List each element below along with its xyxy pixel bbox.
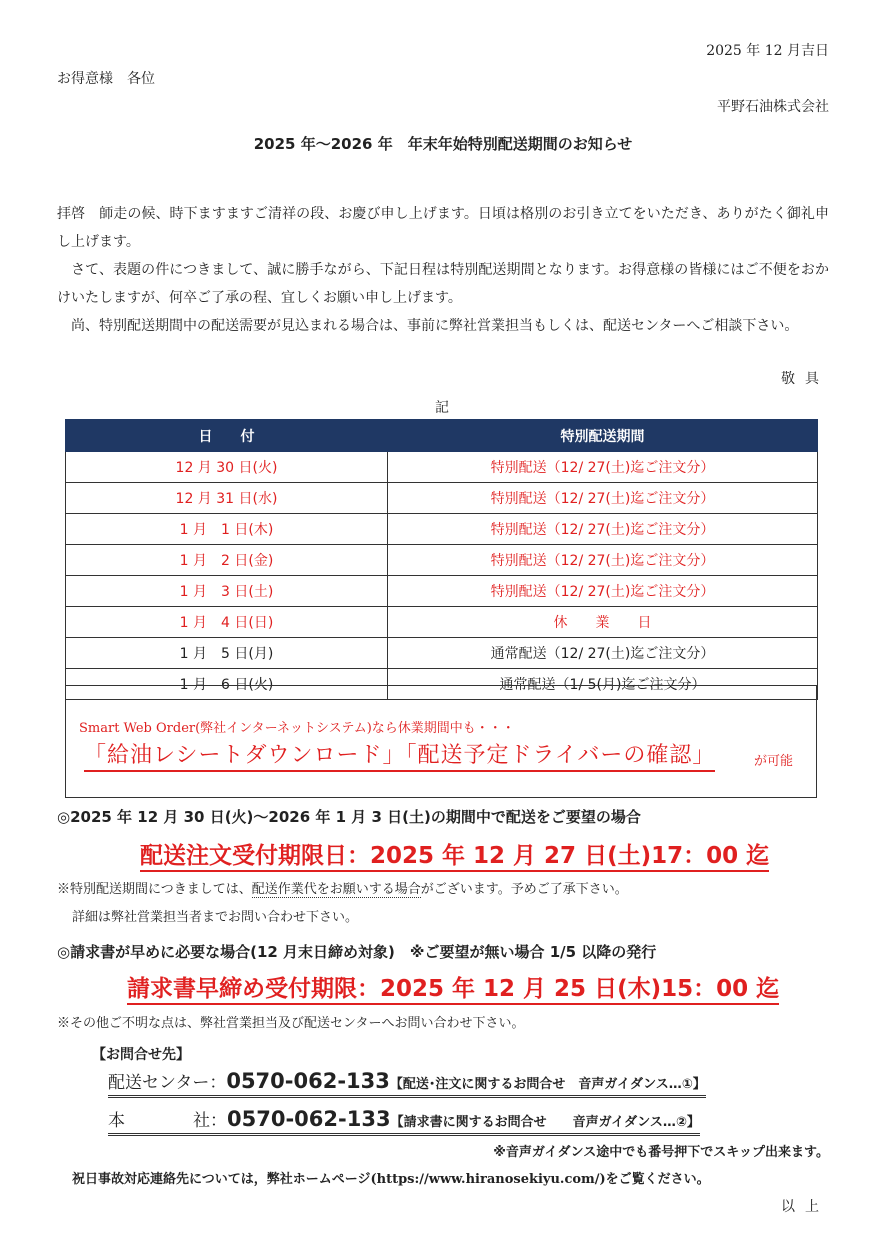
cell-date: 1 月 3 日(土) [66,576,388,607]
cell-date: 1 月 2 日(金) [66,545,388,576]
cell-period: 特別配送（12/ 27(土)迄ご注文分） [388,545,818,576]
cell-period: 特別配送（12/ 27(土)迄ご注文分） [388,514,818,545]
cell-period: 特別配送（12/ 27(土)迄ご注文分） [388,576,818,607]
greeting-paragraph: 拝啓 師走の候、時下ますますご清祥の段、お慶び申し上げます。日頃は格別のお引き立てをいただき、ありがたく御礼申し上げます。 [57,206,829,250]
issue-date: 2025 年 12 月吉日 [706,43,829,59]
column-header-date: 日 付 [66,420,388,452]
contact-label: 本 社： [108,1111,227,1131]
contact-line-headoffice [108,1106,700,1136]
cell-period: 休 業 日 [388,607,818,638]
swo-possible-label: が可能 [754,754,794,769]
consult-paragraph: 尚、特別配送期間中の配送需要が見込まれる場合は、事前に弊社営業担当もしくは、配送センターへご相談下さい。 [57,318,799,334]
contact-desc: 【配送･注文に関するお問合せ 音声ガイダンス…①】 [389,1077,706,1092]
section1-detail-note: 詳細は弊社営業担当者までお問い合わせ下さい。 [72,910,359,925]
table-row [66,607,818,638]
swo-feature-text: 「給油レシートダウンロード」「配送予定ドライバーの確認」 [84,738,715,772]
cell-date: 1 月 4 日(日) [66,607,388,638]
addressee: お得意様 各位 [57,71,155,87]
contact-line-delivery [108,1068,706,1098]
section1-heading: ◎2025 年 12 月 30 日(火)～2026 年 1 月 3 日(土)の期間中で配送をご要望の場合 [57,808,641,826]
cell-date: 1 月 1 日(木) [66,514,388,545]
column-header-period: 特別配送期間 [388,420,818,452]
section1-note [57,878,628,897]
table-row [66,576,818,607]
holiday-contact-note: 祝日事故対応連絡先については，弊社ホームページ(https://www.hiranosekiyu.com/)をご覧ください。 [72,1172,710,1187]
table-row [66,638,818,669]
delivery-order-deadline: 配送注文受付期限日：2025 年 12 月 27 日(土)17：00 迄 [140,843,769,872]
contact-phone-headoffice[interactable]: 0570-062-133 [227,1107,391,1131]
table-row [66,545,818,576]
table-header-row [66,420,818,452]
table-row [66,483,818,514]
contact-desc: 【請求書に関するお問合せ 音声ガイダンス…②】 [390,1115,700,1130]
contact-label: 配送センター： [108,1073,227,1093]
section2-heading: ◎請求書が早めに必要な場合(12 月末日締め対象) ※ご要望が無い場合 1/5 以降の発行 [57,943,657,961]
closing-word: 敬具 [781,371,829,387]
table-row [66,452,818,483]
contact-heading: 【お問合せ先】 [92,1047,190,1063]
cell-period: 通常配送（12/ 27(土)迄ご注文分） [388,638,818,669]
note1-emphasis: 配送作業代をお願いする場合 [251,882,421,897]
end-mark: 以上 [781,1199,829,1215]
section2-note: ※その他ご不明な点は、弊社営業担当及び配送センターへお問い合わせ下さい。 [57,1016,525,1031]
invoice-deadline: 請求書早締め受付期限：2025 年 12 月 25 日(木)15：00 迄 [127,976,779,1005]
skip-note: ※音声ガイダンス途中でも番号押下でスキップ出来ます。 [493,1145,829,1160]
notice-paragraph: さて、表題の件につきまして、誠に勝手ながら、下記日程は特別配送期間となります。お得意様の皆様にはご不便をおかけいたしますが、何卒ご了承の程、宜しくお願い申し上げます。 [57,262,829,306]
ki-marker: 記 [435,400,449,416]
note1-suffix: がございます。予めご了承下さい。 [420,882,628,897]
cell-date: 12 月 31 日(水) [66,483,388,514]
schedule-table [65,419,818,700]
contact-phone-delivery[interactable]: 0570-062-133 [226,1069,390,1093]
sender-company: 平野石油株式会社 [717,99,829,115]
cell-date: 1 月 5 日(月) [66,638,388,669]
swo-subtitle: Smart Web Order(弊社インターネットシステム)なら休業期間中も・・・ [79,721,515,736]
cell-period: 特別配送（12/ 27(土)迄ご注文分） [388,483,818,514]
note1-prefix: ※特別配送期間につきましては、 [57,882,252,897]
table-row [66,514,818,545]
cell-date: 1 月 6 日(火) [66,669,388,700]
page-title: 2025 年～2026 年 年末年始特別配送期間のお知らせ [253,135,633,153]
cell-period: 通常配送（1/ 5(月)迄ご注文分） [388,669,818,700]
cell-period: 特別配送（12/ 27(土)迄ご注文分） [388,452,818,483]
cell-date: 12 月 30 日(火) [66,452,388,483]
